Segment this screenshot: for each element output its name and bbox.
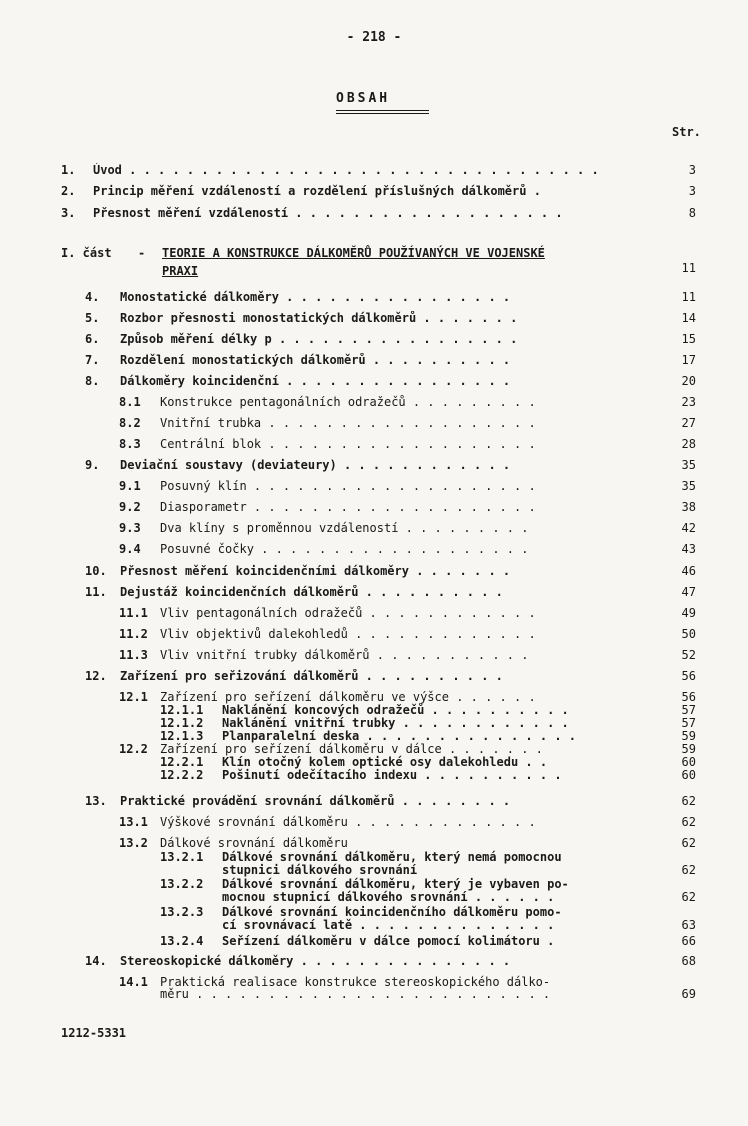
toc-entry — [0, 729, 748, 743]
entry-page: 59 — [681, 742, 696, 756]
toc-entry — [0, 458, 748, 472]
toc-entry — [0, 437, 748, 451]
toc-entry — [0, 311, 748, 325]
toc-entry — [0, 850, 748, 864]
entry-page: 60 — [681, 755, 696, 769]
entry-title: Stereoskopické dálkoměry . . . . . . . . . . . . . . . — [120, 954, 511, 968]
entry-page: 63 — [681, 918, 696, 932]
toc-entry — [0, 690, 748, 704]
entry-page: 23 — [681, 395, 696, 409]
entry-title: Pošinutí odečítacího indexu . . . . . . . . . . — [222, 768, 562, 782]
entry-number: 12.1 — [119, 690, 148, 704]
entry-title: Vliv vnitřní trubky dálkoměrů . . . . . . . . . . . — [160, 648, 529, 662]
entry-title: Zařízení pro seřízení dálkoměru ve výšce . . . . . . — [160, 690, 536, 704]
entry-number: 8. — [85, 374, 100, 388]
entry-number: 9.3 — [119, 521, 141, 535]
entry-title: Rozdělení monostatických dálkoměrů . . . . . . . . . . — [120, 353, 511, 367]
entry-page: 57 — [681, 703, 696, 717]
toc-entry — [0, 353, 748, 367]
toc-entry — [0, 521, 748, 535]
entry-page: 62 — [681, 836, 696, 850]
entry-page: 15 — [681, 332, 696, 346]
entry-title: Vliv pentagonálních odražečů . . . . . . . . . . . . — [160, 606, 536, 620]
entry-number: 9.1 — [119, 479, 141, 493]
toc-entry — [0, 374, 748, 388]
entry-number: 13.2.1 — [160, 850, 204, 864]
toc-entry — [0, 648, 748, 662]
toc-entry — [0, 918, 748, 932]
entry-page: 42 — [681, 521, 696, 535]
toc-entry — [0, 890, 748, 904]
entry-title: Dejustáž koincidenčních dálkoměrů . . . . . . . . . . — [120, 585, 503, 599]
entry-title: Dálkové srovnání dálkoměru, který nemá pomocnou — [222, 850, 562, 864]
entry-page: 50 — [681, 627, 696, 641]
toc-entry — [0, 768, 748, 782]
entry-title: Naklánění koncových odražečů . . . . . . . . . . — [222, 703, 569, 717]
entry-page: 62 — [681, 815, 696, 829]
toc-entry — [0, 564, 748, 578]
entry-title: měru . . . . . . . . . . . . . . . . . . . . . . . . . — [160, 987, 551, 1001]
toc-entry — [0, 290, 748, 304]
entry-number: 8.1 — [119, 395, 141, 409]
toc-title: OBSAH — [336, 91, 391, 106]
toc-entry — [0, 815, 748, 829]
entry-number: 12.2.2 — [160, 768, 204, 782]
entry-title: Úvod . . . . . . . . . . . . . . . . . . . . . . . . . . . . . . . . . — [93, 163, 599, 177]
entry-number: 9.2 — [119, 500, 141, 514]
entry-page: 20 — [681, 374, 696, 388]
entry-number: 12.1.1 — [160, 703, 204, 717]
entry-page: 69 — [681, 987, 696, 1001]
entry-title: Způsob měření délky p . . . . . . . . . . . . . . . . . — [120, 332, 518, 346]
toc-entry — [0, 954, 748, 968]
entry-title: Planparalelní deska . . . . . . . . . . . . . . . — [222, 729, 577, 743]
toc-entry — [0, 703, 748, 717]
entry-number: 7. — [85, 353, 100, 367]
entry-number: 9.4 — [119, 542, 141, 556]
toc-entry — [0, 863, 748, 877]
toc-entry — [0, 669, 748, 683]
entry-page: 11 — [681, 290, 696, 304]
toc-entry — [0, 585, 748, 599]
entry-title: Dálkové srovnání dálkoměru, který je vybaven po- — [222, 877, 569, 891]
entry-page: 62 — [681, 794, 696, 808]
entry-number: 8.2 — [119, 416, 141, 430]
toc-entry — [0, 836, 748, 850]
toc-entry — [0, 716, 748, 730]
entry-title: Posuvné čočky . . . . . . . . . . . . . . . . . . . — [160, 542, 529, 556]
entry-title: Klín otočný kolem optické osy dalekohledu . . — [222, 755, 548, 769]
part-title: TEORIE A KONSTRUKCE DÁLKOMĚRŮ POUŽÍVANÝCH VE VOJENSKÉ — [162, 246, 545, 260]
entry-title: Posuvný klín . . . . . . . . . . . . . . . . . . . . — [160, 479, 536, 493]
page-column-label: Str. — [672, 125, 701, 139]
entry-page: 49 — [681, 606, 696, 620]
entry-title: Naklánění vnitřní trubky . . . . . . . . . . . . — [222, 716, 569, 730]
entry-number: 12. — [85, 669, 107, 683]
toc-entry — [0, 987, 748, 1001]
entry-number: 12.2.1 — [160, 755, 204, 769]
entry-title: Dva klíny s proměnnou vzdáleností . . . . . . . . . — [160, 521, 529, 535]
entry-title: Dálkoměry koincidenční . . . . . . . . . . . . . . . . — [120, 374, 511, 388]
toc-entry — [0, 877, 748, 891]
entry-number: 2. — [61, 184, 76, 198]
entry-title: stupnici dálkového srovnání — [222, 863, 418, 877]
entry-page: 3 — [688, 184, 696, 198]
entry-title: Diasporametr . . . . . . . . . . . . . . . . . . . . — [160, 500, 536, 514]
entry-number: 14. — [85, 954, 107, 968]
entry-page: 52 — [681, 648, 696, 662]
entry-number: 12.1.2 — [160, 716, 204, 730]
entry-page: 28 — [681, 437, 696, 451]
entry-page: 38 — [681, 500, 696, 514]
entry-page: 56 — [681, 669, 696, 683]
toc-entry — [0, 542, 748, 556]
entry-title: Praktická realisace konstrukce stereoskopického dálko- — [160, 975, 551, 989]
entry-number: 13.2.3 — [160, 905, 204, 919]
entry-page: 3 — [688, 163, 696, 177]
footer-code: 1212-5331 — [61, 1026, 127, 1040]
entry-page: 35 — [681, 479, 696, 493]
entry-title: Zařízení pro seřízení dálkoměru v dálce . . . . . . . — [160, 742, 543, 756]
toc-entry — [0, 395, 748, 409]
entry-number: 6. — [85, 332, 100, 346]
toc-entry — [0, 627, 748, 641]
entry-page: 8 — [688, 206, 696, 220]
entry-title: Zařízení pro seřizování dálkoměrů . . . . . . . . . . — [120, 669, 503, 683]
entry-title: Rozbor přesnosti monostatických dálkoměrů . . . . . . . — [120, 311, 518, 325]
entry-number: 11.1 — [119, 606, 148, 620]
entry-number: 3. — [61, 206, 76, 220]
entry-title: Vliv objektivů dalekohledů . . . . . . . . . . . . . — [160, 627, 536, 641]
entry-number: 14.1 — [119, 975, 148, 989]
toc-entry — [0, 206, 748, 220]
entry-title: Dálkové srovnání koincidenčního dálkoměru pomo- — [222, 905, 562, 919]
page-number: - 218 - — [346, 30, 402, 45]
entry-number: 13. — [85, 794, 107, 808]
entry-title: Praktické provádění srovnání dálkoměrů . . . . . . . . — [120, 794, 511, 808]
entry-title: Konstrukce pentagonálních odražečů . . . . . . . . . — [160, 395, 536, 409]
entry-page: 27 — [681, 416, 696, 430]
entry-page: 60 — [681, 768, 696, 782]
part-page: 11 — [681, 261, 696, 275]
entry-number: 11.3 — [119, 648, 148, 662]
part-label: I. část — [61, 246, 112, 260]
entry-number: 11. — [85, 585, 107, 599]
toc-entry — [0, 500, 748, 514]
entry-number: 8.3 — [119, 437, 141, 451]
title-underline — [336, 110, 429, 111]
entry-title: Vnitřní trubka . . . . . . . . . . . . . . . . . . . — [160, 416, 536, 430]
entry-number: 4. — [85, 290, 100, 304]
entry-page: 56 — [681, 690, 696, 704]
toc-entry — [0, 934, 748, 948]
entry-page: 57 — [681, 716, 696, 730]
entry-page: 43 — [681, 542, 696, 556]
entry-number: 1. — [61, 163, 76, 177]
entry-number: 13.2.4 — [160, 934, 204, 948]
entry-page: 68 — [681, 954, 696, 968]
entry-page: 17 — [681, 353, 696, 367]
entry-page: 59 — [681, 729, 696, 743]
entry-title: cí srovnávací latě . . . . . . . . . . . . . . — [222, 918, 555, 932]
entry-number: 13.1 — [119, 815, 148, 829]
entry-title: Deviační soustavy (deviateury) . . . . . . . . . . . . — [120, 458, 511, 472]
entry-title: Dálkové srovnání dálkoměru — [160, 836, 348, 850]
entry-title: Centrální blok . . . . . . . . . . . . . . . . . . . — [160, 437, 536, 451]
entry-number: 5. — [85, 311, 100, 325]
entry-number: 10. — [85, 564, 107, 578]
entry-number: 13.2.2 — [160, 877, 204, 891]
entry-number: 11.2 — [119, 627, 148, 641]
title-underline-second — [336, 113, 429, 114]
toc-entry — [0, 479, 748, 493]
entry-title: Monostatické dálkoměry . . . . . . . . . . . . . . . . — [120, 290, 511, 304]
part-title-continuation: PRAXI — [162, 264, 199, 278]
toc-entry — [0, 905, 748, 919]
entry-title: Seřízení dálkoměru v dálce pomocí kolimátoru . — [222, 934, 555, 948]
entry-page: 62 — [681, 890, 696, 904]
part-dash: - — [138, 246, 146, 260]
toc-entry — [0, 332, 748, 346]
toc-entry — [0, 755, 748, 769]
entry-title: Přesnost měření vzdáleností . . . . . . . . . . . . . . . . . . . — [93, 206, 563, 220]
entry-page: 66 — [681, 934, 696, 948]
entry-page: 35 — [681, 458, 696, 472]
entry-number: 13.2 — [119, 836, 148, 850]
toc-entry — [0, 742, 748, 756]
entry-title: Výškové srovnání dálkoměru . . . . . . . . . . . . . — [160, 815, 536, 829]
entry-page: 14 — [681, 311, 696, 325]
entry-number: 9. — [85, 458, 100, 472]
entry-page: 46 — [681, 564, 696, 578]
toc-entry — [0, 163, 748, 177]
toc-entry — [0, 416, 748, 430]
entry-title: Princip měření vzdáleností a rozdělení příslušných dálkoměrů . — [93, 184, 541, 198]
entry-title: Přesnost měření koincidenčními dálkoměry . . . . . . . — [120, 564, 511, 578]
toc-entry — [0, 794, 748, 808]
entry-title: mocnou stupnicí dálkového srovnání . . . . . . — [222, 890, 555, 904]
toc-entry — [0, 606, 748, 620]
entry-number: 12.1.3 — [160, 729, 204, 743]
toc-entry — [0, 184, 748, 198]
entry-number: 12.2 — [119, 742, 148, 756]
entry-page: 62 — [681, 863, 696, 877]
entry-page: 47 — [681, 585, 696, 599]
